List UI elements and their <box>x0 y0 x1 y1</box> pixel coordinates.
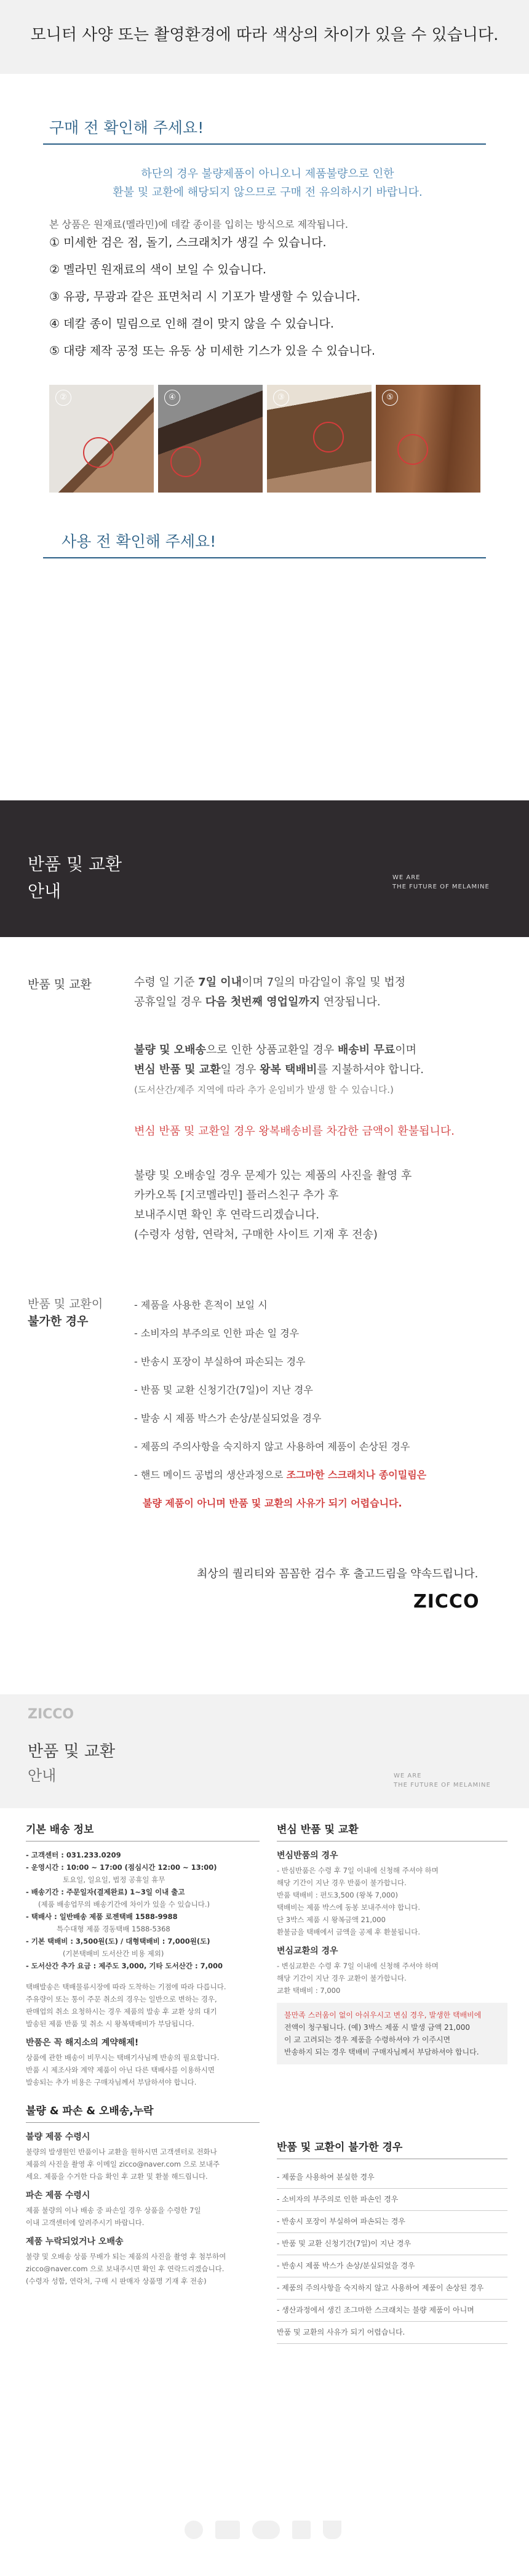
info-line: (기본택배비 도서산간 비용 제외) <box>63 1949 164 1958</box>
spacer <box>26 2088 260 2102</box>
refund-note: 변심 반품 및 교환일 경우 왕복배송비를 차감한 금액이 환불됩니다. <box>134 1125 455 1138</box>
returns-section <box>0 937 529 1694</box>
info-line: 제품 불량의 이나 배송 중 파손일 경우 상품을 수령한 7일 <box>26 2206 201 2215</box>
list-item <box>134 1461 479 1489</box>
list-item: ② 멜라민 원재료의 색이 보일 수 있습니다. <box>49 263 266 276</box>
info-line <box>26 1861 260 1874</box>
info-line <box>26 1960 260 1972</box>
info-line: 환불금을 택배에서 금액을 공제 후 환불됩니다. <box>277 1928 421 1936</box>
section-heading: 불량 & 파손 & 오배송,누락 <box>26 2105 154 2117</box>
text-line: 전액이 청구됩니다. (예) 3박스 제품 시 발생 금액 21,000 <box>284 2023 470 2032</box>
info-line: 토요일, 일요일, 법정 공휴일 휴무 <box>63 1875 165 1884</box>
photo-number: ③ <box>273 390 289 406</box>
defect-procedure <box>134 1166 504 1245</box>
list-item: 반품 및 교환의 사유가 되기 어렵습니다. <box>277 2322 507 2344</box>
list-item: - 반송시 포장이 부실하여 파손되는 경우 <box>134 1356 306 1367</box>
list-item: ① 미세한 검은 점, 돌기, 스크래치가 생길 수 있습니다. <box>49 236 327 249</box>
precheck-intro-line: 환불 및 교환에 해당되지 않으므로 구매 전 유의하시기 바랍니다. <box>113 186 423 199</box>
highlight-circle <box>170 446 201 477</box>
precheck-title: 구매 전 확인해 주세요! <box>49 119 204 137</box>
info-line: 상품에 관한 배송이 비무시는 택배기사님께 반송의 필요합니다. <box>26 2053 220 2062</box>
list-item: - 소비자의 부주의로 인한 파손인 경우 <box>277 2189 507 2211</box>
precheck-note: 본 상품은 원재료(멜라민)에 데칼 종이를 입히는 방식으로 제작됩니다. <box>49 219 348 230</box>
highlight-circle <box>313 422 344 453</box>
returns-header <box>0 800 529 937</box>
list-item: ⑤ 대량 제작 공정 또는 유동 상 미세한 기스가 있을 수 있습니다. <box>49 344 376 358</box>
info-line: 단 3박스 제품 시 왕복금액 21,000 <box>277 1915 386 1924</box>
info-line <box>26 1910 260 1923</box>
subheading: 제품 누락되었거나 오배송 <box>26 2237 124 2247</box>
subheading: 불량 제품 수령시 <box>26 2132 90 2142</box>
text-line: 반송하지 되는 경우 택배비 구매자님께서 부담하셔야 합니다. <box>284 2048 479 2056</box>
highlight-circle <box>397 434 428 465</box>
returns-label: 반품 및 교환 <box>28 978 92 991</box>
plate-icon <box>185 2521 203 2539</box>
returns-shipping <box>134 1040 504 1100</box>
photo-number: ② <box>55 390 71 406</box>
footer-icons <box>0 2493 529 2576</box>
list-item: - 반품 및 교환 신청기간(7일)이 지난 경우 <box>134 1384 313 1396</box>
text-span: 왕복 택배비 <box>260 1063 317 1076</box>
warning-box <box>277 2003 507 2064</box>
text-span: - 기본 택배비 : 3,500원(도) / 대형택배비 : 7,000원(도) <box>26 1937 210 1946</box>
bowl-icon <box>252 2521 280 2539</box>
precheck-list <box>49 229 486 364</box>
info-line: 판매업의 취소 요청하시는 경우 제품의 발송 후 교환 상의 대기 <box>26 2007 217 2016</box>
text-line: (수령자 성함, 연락처, 구매한 사이트 기재 후 전송) <box>134 1228 378 1241</box>
text-line: 이 교 고려되는 경우 제품을 수령하셔야 가 이주시면 <box>284 2035 451 2044</box>
color-notice-banner <box>0 0 529 74</box>
details-left-column <box>26 1821 260 2287</box>
subheading: 파손 제품 수령시 <box>26 2191 90 2200</box>
sample-photo <box>158 385 263 493</box>
no-return-list <box>134 1291 479 1518</box>
shipping-note: (도서산간/제주 지역에 따라 추가 운임비가 발생 할 수 있습니다.) <box>134 1084 394 1095</box>
list-item: - 발송 시 제품 박스가 손상/분실되었을 경우 <box>134 1412 322 1424</box>
divider <box>26 2122 260 2123</box>
section-heading: 변심 반품 및 교환 <box>277 1824 359 1836</box>
info-line: (제품 배송업무의 배송기간에 차이가 있을 수 있습니다.) <box>38 1900 210 1909</box>
section-heading: 기본 배송 정보 <box>26 1824 94 1836</box>
list-item: ④ 데칼 종이 밀림으로 인해 결이 맞지 않을 수 있습니다. <box>49 317 334 331</box>
sample-photos <box>49 385 480 493</box>
info-line: 제품의 사진을 촬영 후 이메일 zicco@naver.com 으로 보내주 <box>26 2160 220 2168</box>
photo-number: ⑤ <box>382 390 398 406</box>
sample-photo <box>267 385 372 493</box>
returns-period <box>134 973 504 1012</box>
returns-header-2 <box>0 1694 529 1808</box>
divider <box>43 143 486 145</box>
text-line: 불가한 경우 <box>28 1314 89 1328</box>
info-line: 발송된 제품 반품 및 취소 시 왕복택배비가 부담됩니다. <box>26 2019 194 2028</box>
info-line: 특수대형 제품 경동택배 1588-5368 <box>57 1925 170 1933</box>
no-return-label <box>28 1295 103 1330</box>
info-line <box>26 1935 260 1947</box>
text-span: 수령 일 기준 <box>134 976 199 989</box>
list-item: - 반송시 제품 박스가 손상/분실되었을 경우 <box>277 2255 507 2277</box>
text-span: 7일 이내 <box>198 976 242 989</box>
info-line: 택배발송은 택배물류시장에 따라 도착하는 기점에 따라 다릅니다. <box>26 1982 226 1991</box>
subheading: 변심교환의 경우 <box>277 1946 338 1956</box>
brand-logo: ZICCO <box>28 1707 74 1722</box>
info-line: 반품 시 제조사와 계약 제품이 아닌 다른 택배사를 이용하시면 <box>26 2066 215 2074</box>
tagline <box>392 873 490 892</box>
text-span: - 배송기간 : 주문일자(결제완료) 1~3일 이내 출고 <box>26 1888 185 1896</box>
text-span: - 도서산간 추가 요금 : 제주도 3,000, 기타 도서산간 : 7,000 <box>26 1962 223 1970</box>
text-span: 불량 제품이 아니며 반품 및 교환의 사유가 되기 어렵습니다. <box>143 1497 402 1509</box>
list-item: - 제품의 주의사항을 숙지하지 않고 사용하여 제품이 손상된 경우 <box>277 2277 507 2300</box>
text-span: 이며 <box>395 1044 417 1057</box>
text-span: 공휴일일 경우 <box>134 996 205 1008</box>
info-line: 세요. 제품을 수거한 다음 확인 후 교환 및 환불 해드립니다. <box>26 2172 208 2181</box>
brand-logo: ZICCO <box>413 1591 480 1612</box>
text-span: - 운영시간 : 10:00 ~ 17:00 (점심시간 12:00 ~ 13:00) <box>26 1863 217 1872</box>
subheading: 변심반품의 경우 <box>277 1851 338 1861</box>
dish-icon <box>323 2521 341 2539</box>
section-heading: 반품 및 교환이 불가한 경우 <box>277 2141 403 2154</box>
text-span: - 핸드 메이드 공법의 생산과정으로 <box>134 1469 287 1481</box>
text-line: 카카오톡 [지코멜라민] 플러스친구 추가 후 <box>134 1189 339 1202</box>
info-line: 해당 기간이 지난 경우 교환이 불가합니다. <box>277 1974 407 1982</box>
details-right-column <box>277 1821 507 2344</box>
precheck-section <box>0 74 529 714</box>
precheck-intro-line: 하단의 경우 불량제품이 아니오니 제품불량으로 인한 <box>141 167 394 180</box>
info-line: 발송되는 추가 비용은 구매자님께서 부담하셔야 합니다. <box>26 2078 197 2087</box>
spacer <box>277 2064 507 2138</box>
info-line: 불량 및 오배송 상품 무배가 되는 제품의 사진을 촬영 후 첨부하여 <box>26 2252 226 2261</box>
tagline-line: WE ARE <box>392 874 421 881</box>
info-line: 불량의 발생원인 반품이나 교환을 원하시면 고객센터로 전화나 <box>26 2147 217 2156</box>
usage-title: 사용 전 확인해 주세요! <box>62 533 217 550</box>
info-line: 주유량이 또는 통이 주문 취소의 경우는 일반으로 변하는 경우, <box>26 1995 217 2003</box>
text-span: 이며 7일의 마감일이 휴일 및 법정 <box>242 976 406 989</box>
text-span: - 택배사 : 일반배송 제품 로젠택배 1588-9988 <box>26 1912 178 1921</box>
info-line <box>26 1886 260 1898</box>
text-span: 다음 첫번째 영업일까지 <box>205 996 320 1008</box>
text-span: 불량 및 오배송 <box>134 1044 206 1057</box>
info-line: (수령자 성함, 연락처, 구매 시 판매자 상품명 기재 후 전송) <box>26 2277 207 2285</box>
text-line: 불만족 스러움이 없이 아쉬우시고 변심 경우, 발생한 택배비에 <box>284 2011 482 2019</box>
returns-header-subtitle: 안내 <box>28 881 62 901</box>
divider <box>43 557 486 558</box>
tagline-line: THE FUTURE OF MELAMINE <box>394 1782 491 1789</box>
list-item: - 반품 및 교환 신청기간(7일)이 지난 경우 <box>277 2233 507 2255</box>
tagline <box>394 1771 491 1790</box>
tray-icon <box>215 2521 240 2539</box>
list-item: - 소비자의 부주의로 인한 파손 일 경우 <box>134 1327 300 1339</box>
spacer <box>26 1972 260 1981</box>
list-item: - 제품을 사용하여 분실한 경우 <box>277 2167 507 2189</box>
text-span: 변심 반품 및 교환 <box>134 1063 221 1076</box>
info-line: zicco@naver.com 으로 보내주시면 확인 후 연락드리겠습니다. <box>26 2264 225 2273</box>
info-line: 반품 택배비 : 편도3,500 (왕복 7,000) <box>277 1891 398 1899</box>
quality-promise: 최상의 퀄리티와 꼼꼼한 검수 후 출고드림을 약속드립니다. <box>197 1568 479 1580</box>
subheading: 반품은 꼭 해지소의 계약해제! <box>26 2038 139 2048</box>
text-span: 를 지불하셔야 합니다. <box>317 1063 424 1076</box>
header2-subtitle: 안내 <box>28 1767 57 1784</box>
no-return-list <box>277 2167 507 2344</box>
color-notice-text: 모니터 사양 또는 촬영환경에 따라 색상의 차이가 있을 수 있습니다. <box>30 26 499 44</box>
spacer <box>277 1997 507 2003</box>
text-line: 반품 및 교환이 <box>28 1297 103 1311</box>
text-span: 일 경우 <box>220 1063 260 1076</box>
text-span: 배송비 무료 <box>338 1044 396 1057</box>
info-line: 택배비는 제품 박스에 동봉 보내주셔야 합니다. <box>277 1903 421 1912</box>
sample-photo <box>376 385 480 493</box>
info-line: 해당 기간이 지난 경우 반품이 불가합니다. <box>277 1878 407 1887</box>
text-span: - 고객센터 : 031.233.0209 <box>26 1851 121 1859</box>
list-item: - 반송시 포장이 부실하여 파손되는 경우 <box>277 2211 507 2233</box>
highlight-circle <box>83 437 114 468</box>
info-line: - 반심반품은 수령 후 7일 이내에 신청해 주셔야 하며 <box>277 1866 439 1875</box>
list-item: - 생산과정에서 생긴 조그마한 스크래치는 불량 제품이 아니며 <box>277 2300 507 2322</box>
text-span: 조그마한 스크래치나 종이밀림은 <box>286 1469 427 1481</box>
text-line: 불량 및 오배송일 경우 문제가 있는 제품의 사진을 촬영 후 <box>134 1169 412 1182</box>
cup-icon <box>292 2521 311 2539</box>
header2-title: 반품 및 교환 <box>28 1742 116 1761</box>
info-line: - 변심교환은 수령 후 7일 이내에 신청해 주셔야 하며 <box>277 1962 439 1970</box>
tagline-line: WE ARE <box>394 1773 422 1779</box>
list-item: - 제품의 주의사항을 숙지하지 않고 사용하여 제품이 손상된 경우 <box>134 1441 410 1452</box>
text-span: 으로 인한 상품교환일 경우 <box>205 1044 338 1057</box>
text-span: 연장됩니다. <box>320 996 381 1008</box>
list-item: ③ 유광, 무광과 같은 표면처리 시 기포가 발생할 수 있습니다. <box>49 290 360 304</box>
precheck-intro <box>49 165 486 202</box>
text-line: 보내주시면 확인 후 연락드리겠습니다. <box>134 1209 320 1222</box>
details-section <box>0 1808 529 2493</box>
list-item: - 제품을 사용한 흔적이 보일 시 <box>134 1299 268 1311</box>
photo-number: ④ <box>164 390 180 406</box>
spacer <box>0 714 529 800</box>
info-line: 이내 고객센터에 알려주시기 바랍니다. <box>26 2218 145 2227</box>
info-line: 교환 택배비 : 7,000 <box>277 1986 341 1995</box>
sample-photo <box>49 385 154 493</box>
list-item <box>134 1489 479 1518</box>
returns-header-title: 반품 및 교환 <box>28 854 122 874</box>
tagline-line: THE FUTURE OF MELAMINE <box>392 883 490 890</box>
info-line <box>26 1849 260 1861</box>
